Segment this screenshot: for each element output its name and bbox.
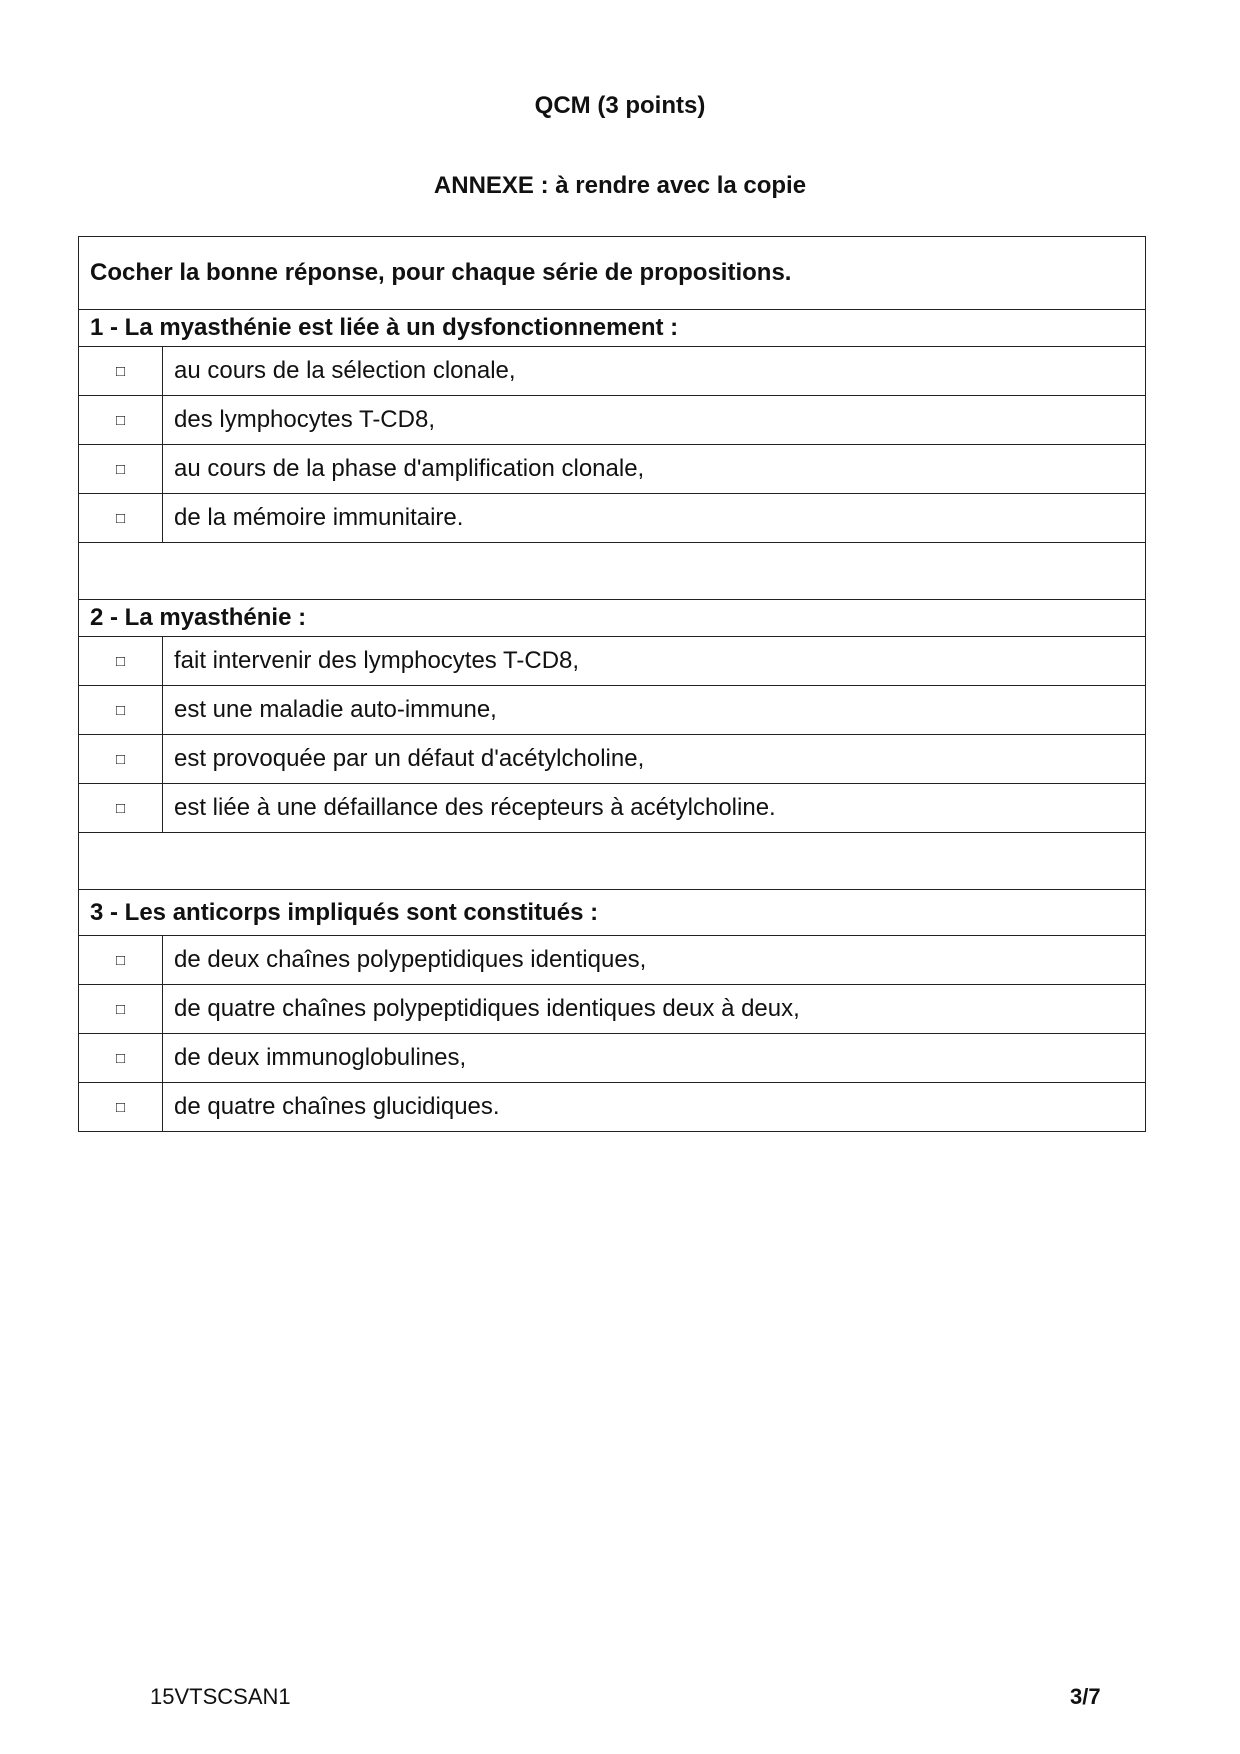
option-q3-b: de quatre chaînes polypeptidiques identiques deux à deux, xyxy=(163,985,1146,1034)
option-q1-b: des lymphocytes T-CD8, xyxy=(163,396,1146,445)
checkbox-q1-b[interactable]: □ xyxy=(79,396,163,445)
option-q1-d: de la mémoire immunitaire. xyxy=(163,494,1146,543)
checkbox-q1-a[interactable]: □ xyxy=(79,347,163,396)
option-q3-c: de deux immunoglobulines, xyxy=(163,1034,1146,1083)
question-3-label: 3 - Les anticorps impliqués sont constitués : xyxy=(79,890,1146,936)
checkbox-q2-a[interactable]: □ xyxy=(79,637,163,686)
checkbox-q3-b[interactable]: □ xyxy=(79,985,163,1034)
option-q2-c: est provoquée par un défaut d'acétylcholine, xyxy=(163,735,1146,784)
option-q2-d: est liée à une défaillance des récepteurs à acétylcholine. xyxy=(163,784,1146,833)
page-number: 3/7 xyxy=(1070,1684,1101,1709)
option-q1-a: au cours de la sélection clonale, xyxy=(163,347,1146,396)
checkbox-q1-d[interactable]: □ xyxy=(79,494,163,543)
option-q3-d: de quatre chaînes glucidiques. xyxy=(163,1083,1146,1132)
question-1-label: 1 - La myasthénie est liée à un dysfonctionnement : xyxy=(79,310,1146,347)
instruction-text: Cocher la bonne réponse, pour chaque série de propositions. xyxy=(79,237,1146,310)
spacer-row xyxy=(79,833,1146,890)
option-q2-a: fait intervenir des lymphocytes T-CD8, xyxy=(163,637,1146,686)
question-2-label: 2 - La myasthénie : xyxy=(79,600,1146,637)
page-subtitle: ANNEXE : à rendre avec la copie xyxy=(433,172,807,199)
option-q2-b: est une maladie auto-immune, xyxy=(163,686,1146,735)
checkbox-q2-b[interactable]: □ xyxy=(79,686,163,735)
checkbox-q2-c[interactable]: □ xyxy=(79,735,163,784)
qcm-table xyxy=(78,236,1146,1132)
checkbox-q3-d[interactable]: □ xyxy=(79,1083,163,1132)
checkbox-q1-c[interactable]: □ xyxy=(79,445,163,494)
document-code: 15VTSCSAN1 xyxy=(150,1684,291,1709)
checkbox-q3-a[interactable]: □ xyxy=(79,936,163,985)
page-title: QCM (3 points) xyxy=(534,92,706,119)
checkbox-q2-d[interactable]: □ xyxy=(79,784,163,833)
spacer-row xyxy=(79,543,1146,600)
option-q1-c: au cours de la phase d'amplification clonale, xyxy=(163,445,1146,494)
option-q3-a: de deux chaînes polypeptidiques identiques, xyxy=(163,936,1146,985)
checkbox-q3-c[interactable]: □ xyxy=(79,1034,163,1083)
